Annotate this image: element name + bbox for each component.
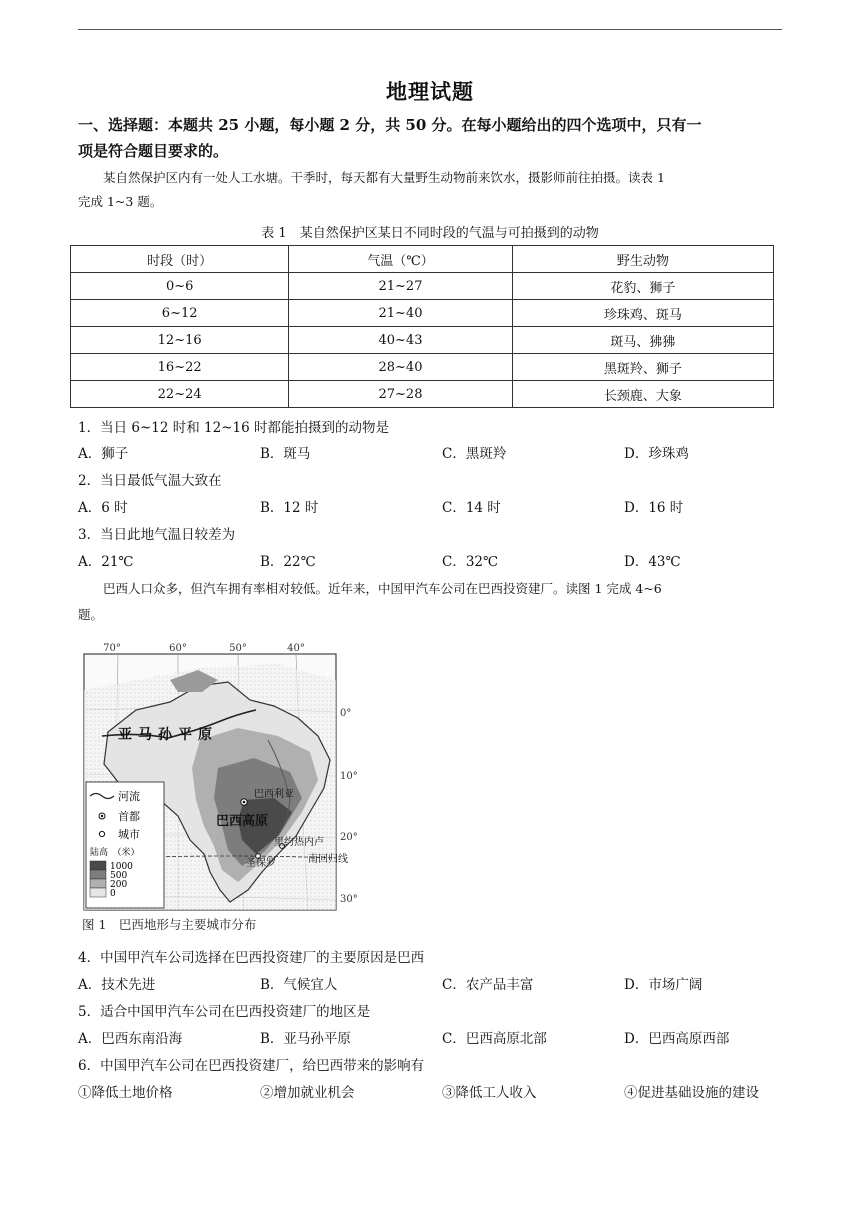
question-4-stem: 4．中国甲汽车公司选择在巴西投资建厂的主要原因是巴西 [78, 950, 425, 966]
question-3-option-b[interactable]: B．22℃ [260, 554, 316, 570]
table-cell: 21~27 [289, 273, 512, 300]
lon-label: 70° [103, 643, 121, 654]
legend-city-label: 城市 [118, 828, 140, 841]
question-6-stem: 6．中国甲汽车公司在巴西投资建厂，给巴西带来的影响有 [78, 1058, 425, 1074]
question-4-option-d[interactable]: D．市场广阔 [624, 977, 703, 993]
region-plateau-label: 巴西高原 [216, 814, 269, 829]
region-amazon-label: 亚马孙平原 [118, 727, 218, 743]
section-heading-line2: 项是符合题目要求的。 [78, 142, 229, 160]
table-cell: 0~6 [71, 273, 289, 300]
question-5-stem: 5．适合中国甲汽车公司在巴西投资建厂的地区是 [78, 1004, 371, 1020]
lat-label: 10° [340, 771, 358, 782]
question-5-option-b[interactable]: B．亚马孙平原 [260, 1031, 351, 1047]
table-row [71, 273, 774, 300]
page-title: 地理试题 [386, 79, 474, 104]
table-cell: 黑斑羚、狮子 [512, 354, 773, 381]
tropic-label: 南回归线 [308, 854, 348, 865]
table-cell: 珍珠鸡、斑马 [512, 300, 773, 327]
legend-river-label: 河流 [118, 790, 140, 803]
table-header-cell: 气温（℃） [289, 246, 512, 273]
question-5-option-c[interactable]: C．巴西高原北部 [442, 1031, 547, 1047]
brazil-map-figure [78, 640, 360, 935]
question-6-option-2[interactable]: ②增加就业机会 [260, 1085, 355, 1101]
legend-elevation-title: 陆高 （米） [90, 848, 140, 858]
table-cell: 长颈鹿、大象 [512, 381, 773, 408]
legend-capital-label: 首都 [118, 810, 140, 823]
table-caption: 表 1 某自然保护区某日不同时段的气温与可拍摄到的动物 [261, 226, 599, 241]
header-rule [78, 29, 782, 30]
table-header-cell: 野生动物 [512, 246, 773, 273]
question-6-option-1[interactable]: ①降低土地价格 [78, 1085, 173, 1101]
table-cell: 28~40 [289, 354, 512, 381]
question-4-option-c[interactable]: C．农产品丰富 [442, 977, 534, 993]
map-legend [86, 782, 164, 908]
question-2-option-b[interactable]: B．12 时 [260, 500, 319, 516]
table-cell: 16~22 [71, 354, 289, 381]
lon-label: 50° [229, 643, 247, 654]
question-3-stem: 3．当日此地气温日较差为 [78, 527, 236, 543]
question-5-option-a[interactable]: A．巴西东南沿海 [78, 1031, 183, 1047]
lon-label: 40° [287, 643, 305, 654]
table-cell: 40~43 [289, 327, 512, 354]
question-6-option-4[interactable]: ④促进基础设施的建设 [624, 1085, 759, 1101]
table-cell: 6~12 [71, 300, 289, 327]
lat-label: 30° [340, 894, 358, 905]
question-1-option-d[interactable]: D．珍珠鸡 [624, 446, 689, 462]
question-3-option-d[interactable]: D．43℃ [624, 554, 681, 570]
city-rio-label: 里约热内卢 [274, 837, 324, 848]
question-3-option-c[interactable]: C．32℃ [442, 554, 499, 570]
brazil-map [78, 640, 360, 935]
question-2-stem: 2．当日最低气温大致在 [78, 473, 222, 489]
table-cell: 花豹、狮子 [512, 273, 773, 300]
intro2-line1: 巴西人口众多，但汽车拥有率相对较低。近年来，中国甲汽车公司在巴西投资建厂。读图 1 完成 4~6 [103, 581, 662, 596]
question-1-option-a[interactable]: A．狮子 [78, 446, 129, 462]
table-cell: 27~28 [289, 381, 512, 408]
table-cell: 21~40 [289, 300, 512, 327]
capital-marker-dot [243, 801, 246, 804]
question-2-option-a[interactable]: A．6 时 [78, 500, 128, 516]
legend-level: 1000 [110, 862, 133, 872]
legend-level: 0 [110, 889, 116, 899]
table-header-row [71, 246, 774, 273]
question-1-option-c[interactable]: C．黑斑羚 [442, 446, 507, 462]
legend-level: 500 [110, 871, 128, 881]
question-1-option-b[interactable]: B．斑马 [260, 446, 311, 462]
question-6-option-3[interactable]: ③降低工人收入 [442, 1085, 537, 1101]
question-3-option-a[interactable]: A．21℃ [78, 554, 134, 570]
lat-label: 0° [340, 708, 352, 719]
table-row [71, 381, 774, 408]
intro1-line1: 某自然保护区内有一处人工水塘。干季时，每天都有大量野生动物前来饮水，摄影师前往拍摄。读表 1 [103, 170, 665, 185]
question-2-option-c[interactable]: C．14 时 [442, 500, 501, 516]
intro1-line2: 完成 1~3 题。 [78, 194, 163, 209]
question-4-option-a[interactable]: A．技术先进 [78, 977, 156, 993]
table-cell: 22~24 [71, 381, 289, 408]
data-table [70, 245, 774, 408]
table-row [71, 354, 774, 381]
table-row [71, 327, 774, 354]
section-heading-line1: 一、选择题：本题共 25 小题，每小题 2 分，共 50 分。在每小题给出的四个选项中，只有一 [78, 116, 702, 134]
lon-label: 60° [169, 643, 187, 654]
legend-level: 200 [110, 880, 128, 890]
city-brasilia-label: 巴西利亚 [254, 789, 294, 800]
city-saopaulo-label: 圣保罗 [246, 858, 276, 869]
lat-label: 20° [340, 832, 358, 843]
figure-caption: 图 1 巴西地形与主要城市分布 [82, 917, 257, 932]
question-1-stem: 1．当日 6~12 时和 12~16 时都能拍摄到的动物是 [78, 420, 390, 436]
question-2-option-d[interactable]: D．16 时 [624, 500, 684, 516]
question-5-option-d[interactable]: D．巴西高原西部 [624, 1031, 730, 1047]
intro2-line2: 题。 [78, 607, 104, 622]
table-cell: 斑马、狒狒 [512, 327, 773, 354]
table-cell: 12~16 [71, 327, 289, 354]
table-row [71, 300, 774, 327]
question-4-option-b[interactable]: B．气候宜人 [260, 977, 338, 993]
table-header-cell: 时段（时） [71, 246, 289, 273]
legend-city-symbol [99, 831, 104, 836]
